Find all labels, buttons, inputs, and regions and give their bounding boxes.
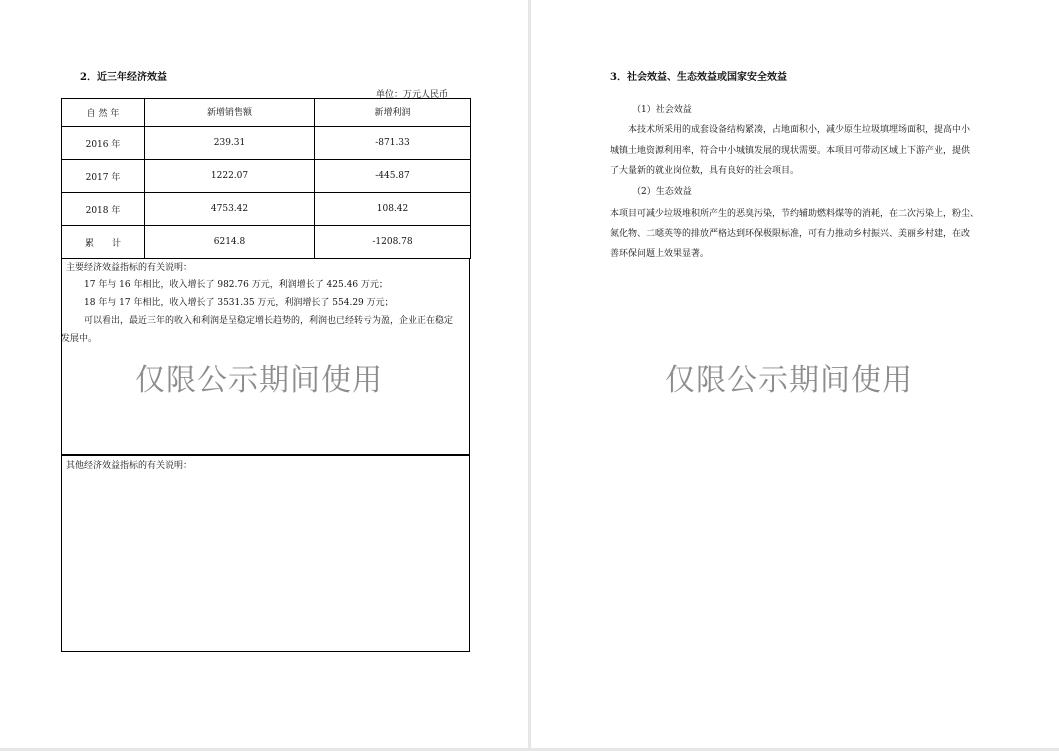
- cell-sales: 1222.07: [145, 160, 315, 193]
- notes-title: 主要经济效益指标的有关说明：: [66, 263, 193, 273]
- cell-profit: -1208.78: [315, 226, 471, 259]
- page-right: [531, 0, 1059, 748]
- header-sales: 新增销售额: [145, 99, 315, 127]
- page-left: [0, 0, 528, 748]
- paragraph-line: 城镇土地资源利用率，符合中小城镇发展的现状需要。本项目可带动区域上下游产业，提供: [610, 146, 971, 156]
- other-notes-title: 其他经济效益指标的有关说明：: [66, 461, 193, 471]
- unit-label: 单位：万元人民币: [376, 90, 449, 100]
- cell-year: 2016 年: [62, 127, 145, 160]
- table-row: [62, 193, 471, 226]
- paragraph-line: 氮化物、二噁英等的排放严格达到环保极限标准，可有力推动乡村振兴、美丽乡村建，在改: [610, 229, 971, 239]
- table-header-row: [62, 99, 471, 127]
- cell-profit: -445.87: [315, 160, 471, 193]
- note-line: 发展中。: [61, 334, 98, 344]
- paragraph-line: 本技术所采用的成套设备结构紧凑，占地面积小，减少原生垃圾填埋场面积，提高中小: [628, 125, 971, 135]
- paragraph-line: 了大量新的就业岗位数，具有良好的社会项目。: [610, 166, 800, 176]
- header-profit: 新增利润: [315, 99, 471, 127]
- paragraph-line: 善环保问题上效果显著。: [610, 249, 710, 259]
- note-line: 17 年与 16 年相比，收入增长了 982.76 万元，利润增长了 425.46 万元；: [84, 280, 388, 290]
- header-year: 自 然 年: [62, 99, 145, 127]
- section-heading-social: 3．社会效益、生态效益或国家安全效益: [610, 72, 787, 83]
- cell-sales: 4753.42: [145, 193, 315, 226]
- economic-table: [61, 98, 471, 259]
- social-benefit-title: （1）社会效益: [632, 105, 692, 115]
- watermark-left: 仅限公示期间使用: [135, 363, 383, 398]
- note-line: 可以看出，最近三年的收入和利润是呈稳定增长趋势的，利润也已经转亏为盈，企业正在稳定: [84, 316, 454, 326]
- cell-year: 累 计: [62, 226, 145, 259]
- table-row: [62, 127, 471, 160]
- watermark-right: 仅限公示期间使用: [665, 363, 913, 398]
- cell-year: 2018 年: [62, 193, 145, 226]
- other-indicators-notes: [61, 455, 470, 652]
- cell-profit: -871.33: [315, 127, 471, 160]
- table-row-total: [62, 226, 471, 259]
- cell-sales: 6214.8: [145, 226, 315, 259]
- cell-profit: 108.42: [315, 193, 471, 226]
- table-row: [62, 160, 471, 193]
- section-heading-economic: 2．近三年经济效益: [80, 72, 167, 83]
- cell-year: 2017 年: [62, 160, 145, 193]
- eco-benefit-title: （2）生态效益: [632, 187, 692, 197]
- cell-sales: 239.31: [145, 127, 315, 160]
- paragraph-line: 本项目可减少垃圾堆积所产生的恶臭污染，节约辅助燃料煤等的消耗，在二次污染上，粉尘、: [610, 209, 980, 219]
- note-line: 18 年与 17 年相比，收入增长了 3531.35 万元，利润增长了 554.29 万元；: [84, 298, 394, 308]
